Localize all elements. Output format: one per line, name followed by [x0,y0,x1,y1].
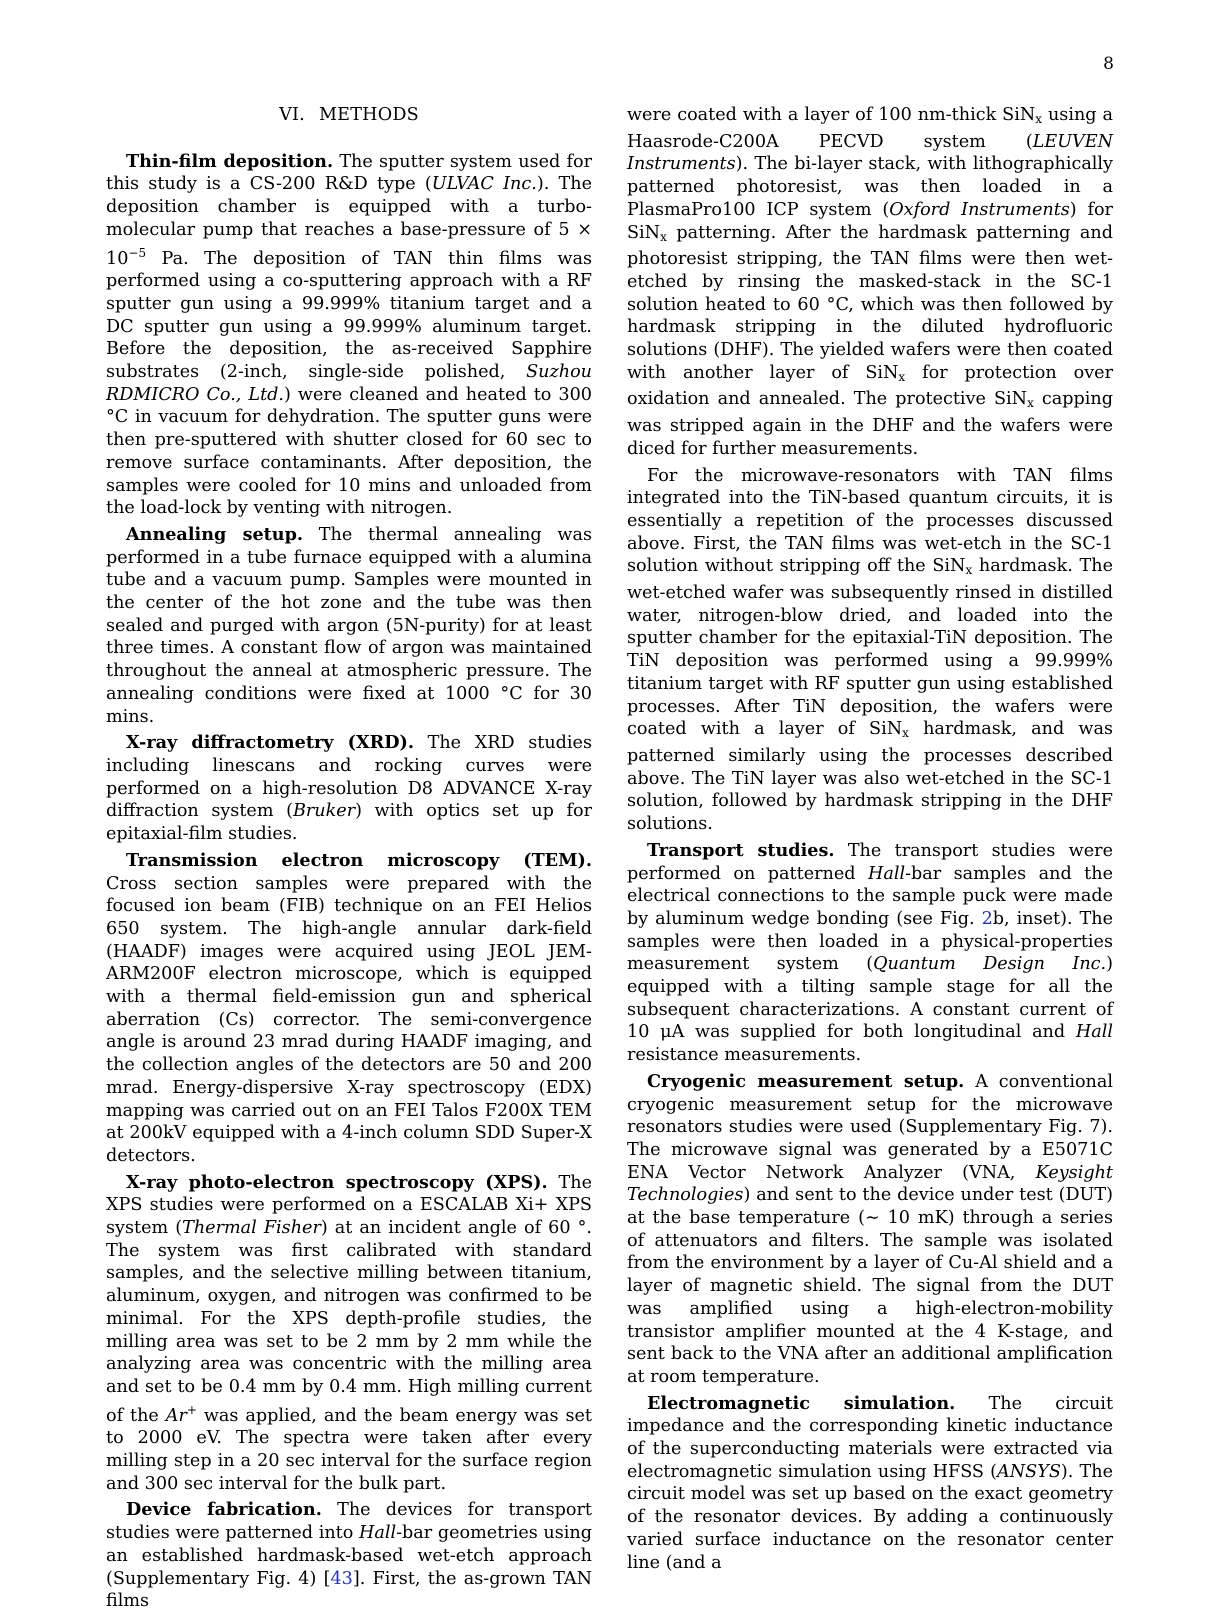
company-name: Keysight Technologies [627,1162,1113,1206]
text-run: ) with optics set up for epitaxial-film studies. [106,801,592,845]
text-run: b, inset). The samples were then loaded in a physical-properties measurement system ( [627,908,1113,975]
text-run: ). The deposition chamber is equipped with a turbo-molecular pump that reaches a base-pressure of 5 × 10 [106,174,593,269]
text-run: patterning. After the hardmask patterning and photoresist stripping, the TAN films were then wet-etched by rinsing the masked-stack in the SC-1 solution heated to 60 °C, which was then followed by hardmask stripping in the diluted hydrofluoric solutions (DHF). The yielded wafers were then coated with another layer of SiN [627,222,1113,383]
subscript-x: x [1035,112,1043,126]
text-run: ). The circuit model was set up based on the exact geometry of the resonator devices. By adding a continuously varied surface inductance on the resonator center line (and a [627,1461,1113,1573]
supplier-name: Suzhou RDMICRO Co., Ltd. [106,362,592,405]
subscript-x: x [1027,396,1034,411]
run-in-heading: Device fabrication. [126,1499,322,1521]
text-run: Cross section samples were prepared with the focused ion beam (FIB) technique on an FEI Helios 650 system. The high-angle annular dark-field (HAADF) images were acquired using JEOL JEM-ARM200F electron microscope, which is equipped with a thermal field-emission gun and spherical aberration (Cs) corrector. The semi-convergence angle is around 23 mrad during HAADF imaging, and the collection angles of the detectors are 50 and 200 mrad. Energy-dispersive X-ray spectroscopy (EDX) mapping was carried out on an FEI Talos F200X TEM at 200kV equipped with a 4-inch column SDD Super-X detectors. [106,873,592,1166]
hall-term: Hall [1075,1022,1113,1043]
text-run: The sputter system used for this study is a CS-200 R&D type ( [106,151,592,195]
text-run: The transport studies were performed on patterned [627,840,1113,884]
ion-charge: + [186,1402,197,1417]
company-name: Bruker [292,801,356,822]
subscript-x: x [902,726,909,741]
text-run: The XPS studies were performed on a ESCALAB Xi+ XPS system ( [106,1172,592,1239]
text-run: Pa. The deposition of TAN thin films was performed using a co-sputtering approach with a RF sputter gun using a 99.999% titanium target and a DC sputter gun using a 99.999% aluminum target. Before the deposition, the as-received Sapphire substrates (2-inch, single-side polished, [106,248,592,383]
section-title: METHODS [318,105,419,125]
hall-term: Hall [867,863,906,884]
run-in-heading: Thin-film deposition. [126,150,334,172]
paragraph-thin-film-deposition [106,151,592,520]
paragraph-transport-studies [627,840,1113,1067]
section-heading [106,104,592,127]
text-run: hardmask, and was patterned similarly using the processes described above. The TiN layer was also wet-etched in the SC-1 solution, followed by hardmask stripping in the DHF solutions. [627,719,1113,835]
text-run: ) at an incident angle of 60 °. The system was first calibrated with standard samples, and the selective milling between titanium, aluminum, oxygen, and nitrogen was confirmed to be minimal. For the XPS depth-profile studies, the milling area was set to be 2 mm by 2 mm while the analyzing area was concentric with the milling area and set to be 0.4 mm by 0.4 mm. High milling current of the [106,1218,593,1426]
run-in-heading: X-ray diffractometry (XRD). [126,732,414,754]
text-run: -bar samples and the electrical connections to the sample puck were made by aluminum wedge bonding (see Fig. [627,863,1113,929]
subscript-x: x [965,563,973,578]
text-run: using a Haasrode-C200A PECVD system ( [627,105,1113,152]
text-run: ). The bi-layer stack, with lithographically patterned photoresist, was then loaded in a PlasmaPro100 ICP system ( [627,154,1113,220]
text-run: capping was stripped again in the DHF and the wafers were diced for further measurements. [627,389,1113,459]
left-column [106,104,592,1617]
paragraph-electromagnetic-simulation [627,1393,1113,1575]
text-run: hardmask. The wet-etched wafer was subsequently rinsed in distilled water, nitrogen-blow dried, and loaded into the sputter chamber for the epitaxial-TiN deposition. The TiN deposition was performed using a 99.999% titanium target with RF sputter gun using established processes. After TiN deposition, the wafers were coated with a layer of SiN [627,556,1113,740]
figure-link[interactable]: 2 [981,908,993,929]
run-in-heading: Transport studies. [647,839,835,861]
text-run: For the microwave-resonators with TAN films integrated into the TiN-based quantum circuits, it is essentially a repetition of the processes discussed above. First, the TAN films was wet-etch in the SC-1 solution without stripping off the SiN [627,465,1113,577]
text-run: A conventional cryogenic measurement setup for the microwave resonators studies were used (Supplementary Fig. 7). The microwave signal was generated by a E5071C ENA Vector Network Analyzer (VNA, [627,1071,1113,1183]
company-name: ANSYS [997,1461,1061,1482]
text-run: were coated with a layer of 100 nm-thick SiN [627,105,1036,125]
text-run: -bar geometries using an established hardmask-based wet-etch approach (Supplementary Fig. 4) [ [106,1523,592,1589]
run-in-heading: X-ray photo-electron spectroscopy (XPS). [126,1171,548,1193]
text-run: resistance measurements. [627,1045,862,1066]
text-run: The thermal annealing was performed in a tube furnace equipped with a alumina tube and a vacuum pump. Samples were mounted in the center of the hot zone and the tube was then sealed and purged with argon (5N-purity) for at least three times. A constant flow of argon was maintained throughout the anneal at atmospheric pressure. The annealing conditions were fixed at 1000 °C for 30 mins. [106,524,592,727]
paragraph-xrd [106,732,592,846]
subscript-x: x [660,229,667,244]
run-in-heading: Electromagnetic simulation. [647,1392,956,1414]
text-run: ) and sent to the device under test (DUT) at the base temperature (∼ 10 mK) through a series of attenuators and filters. The sample was isolated from the environment by a layer of Cu-Al shield and a layer of magnetic shield. The signal from the DUT was amplified using a high-electron-mobility transistor amplifier mounted at the 4 K-stage, and sent back to the VNA after an additional amplification at room temperature. [627,1185,1113,1387]
text-run: was applied, and the beam energy was set to 2000 eV. The spectra were taken after every milling step in a 20 sec interval for the surface region and 300 sec interval for the bulk part. [106,1405,593,1494]
run-in-heading: Cryogenic measurement setup. [647,1070,965,1092]
text-run: ) for SiN [627,199,1113,243]
ion-symbol: Ar [165,1405,187,1426]
run-in-heading: Annealing setup. [126,523,304,545]
paragraph-device-fabrication-continued [627,104,1113,461]
paragraph-tem [106,850,592,1168]
text-run: ]. First, the as-grown TAN films [106,1568,592,1612]
run-in-heading: Transmission electron microscopy (TEM). [126,849,592,871]
company-name: Oxford Instruments [889,199,1070,220]
subscript-x: x [898,369,906,384]
text-run: The XRD studies including linescans and rocking curves were performed on a high-resolution D8 ADVANCE X-ray diffraction system ( [106,733,592,822]
paragraph-xps [106,1172,592,1496]
page-number: 8 [1103,54,1114,74]
hall-term: Hall [359,1523,397,1544]
exponent: −5 [128,245,147,260]
company-name: Quantum Design Inc. [873,954,1107,975]
citation-link[interactable]: 43 [330,1568,353,1589]
text-run: ) equipped with a tilting sample stage for all the subsequent characterizations. A constant current of 10 μA was supplied for both longitudinal and [627,954,1113,1043]
paragraph-device-fabrication [106,1499,592,1613]
section-number: VI. [279,105,305,125]
company-name: LEUVEN Instruments [627,131,1113,175]
company-name: Thermal Fisher [182,1218,321,1239]
right-column [627,104,1113,1578]
company-name: ULVAC Inc. [431,174,537,195]
text-run: The circuit impedance and the corresponding kinetic inductance of the superconducting materials were extracted via electromagnetic simulation using HFSS ( [627,1393,1114,1482]
paragraph-microwave-resonators [627,465,1113,836]
paragraph-cryogenic-setup [627,1071,1113,1389]
text-run: for protection over oxidation and annealed. The protective SiN [627,362,1113,410]
text-run: ) were cleaned and heated to 300 °C in vacuum for dehydration. The sputter guns were then pre-sputtered with shutter closed for 60 sec to remove surface contaminants. After deposition, the samples were cooled for 10 mins and unloaded from the load-lock by venting with nitrogen. [106,384,592,519]
text-run: The devices for transport studies were patterned into [106,1500,593,1544]
paragraph-annealing-setup [106,524,592,728]
